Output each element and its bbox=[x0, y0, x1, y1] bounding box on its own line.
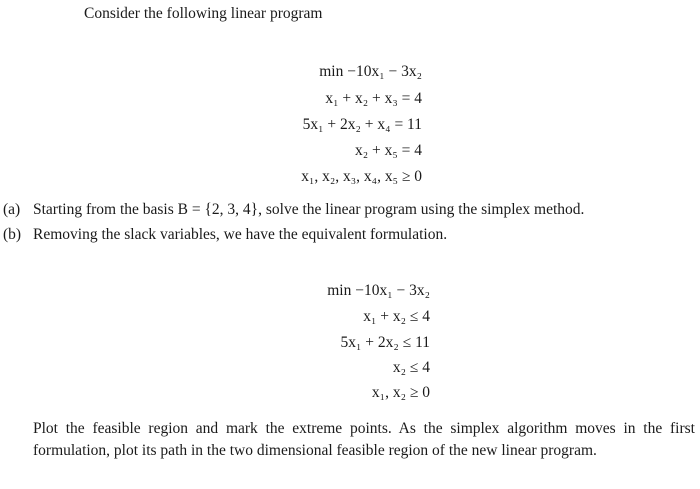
part-a-text: Starting from the basis B = {2, 3, 4}, solve the linear program using the simplex method. bbox=[33, 201, 585, 218]
intro-text: Consider the following linear program bbox=[84, 5, 323, 22]
lp1-objective: min −10x₁ − 3x₂ bbox=[319, 63, 422, 80]
lp2-constraint-3: x₂ ≤ 4 bbox=[392, 359, 430, 376]
lp2-constraint-1: x₁ + x₂ ≤ 4 bbox=[363, 308, 430, 325]
lp2-constraint-2: 5x₁ + 2x₂ ≤ 11 bbox=[340, 334, 430, 351]
lp1-constraint-3: x₂ + x₅ = 4 bbox=[354, 142, 422, 159]
lp1-constraint-1: x₁ + x₂ + x₃ = 4 bbox=[325, 90, 422, 107]
part-b-label: (b) bbox=[3, 226, 22, 243]
lp1-constraint-2: 5x₁ + 2x₂ + x₄ = 11 bbox=[302, 116, 422, 133]
part-a bbox=[3, 201, 697, 219]
lp2-objective: min −10x₁ − 3x₂ bbox=[327, 282, 430, 299]
part-b bbox=[3, 226, 697, 244]
part-b-text: Removing the slack variables, we have the equivalent formulation. bbox=[33, 226, 448, 243]
part-a-label: (a) bbox=[3, 201, 21, 218]
closing-paragraph: Plot the feasible region and mark the extreme points. As the simplex algorithm moves in the first formulation, plot its path in the two dimensional feasible region of the new linear program. bbox=[33, 420, 695, 459]
lp2-nonnegativity: x₁, x₂ ≥ 0 bbox=[371, 384, 430, 401]
lp1-nonnegativity: x₁, x₂, x₃, x₄, x₅ ≥ 0 bbox=[301, 168, 422, 185]
